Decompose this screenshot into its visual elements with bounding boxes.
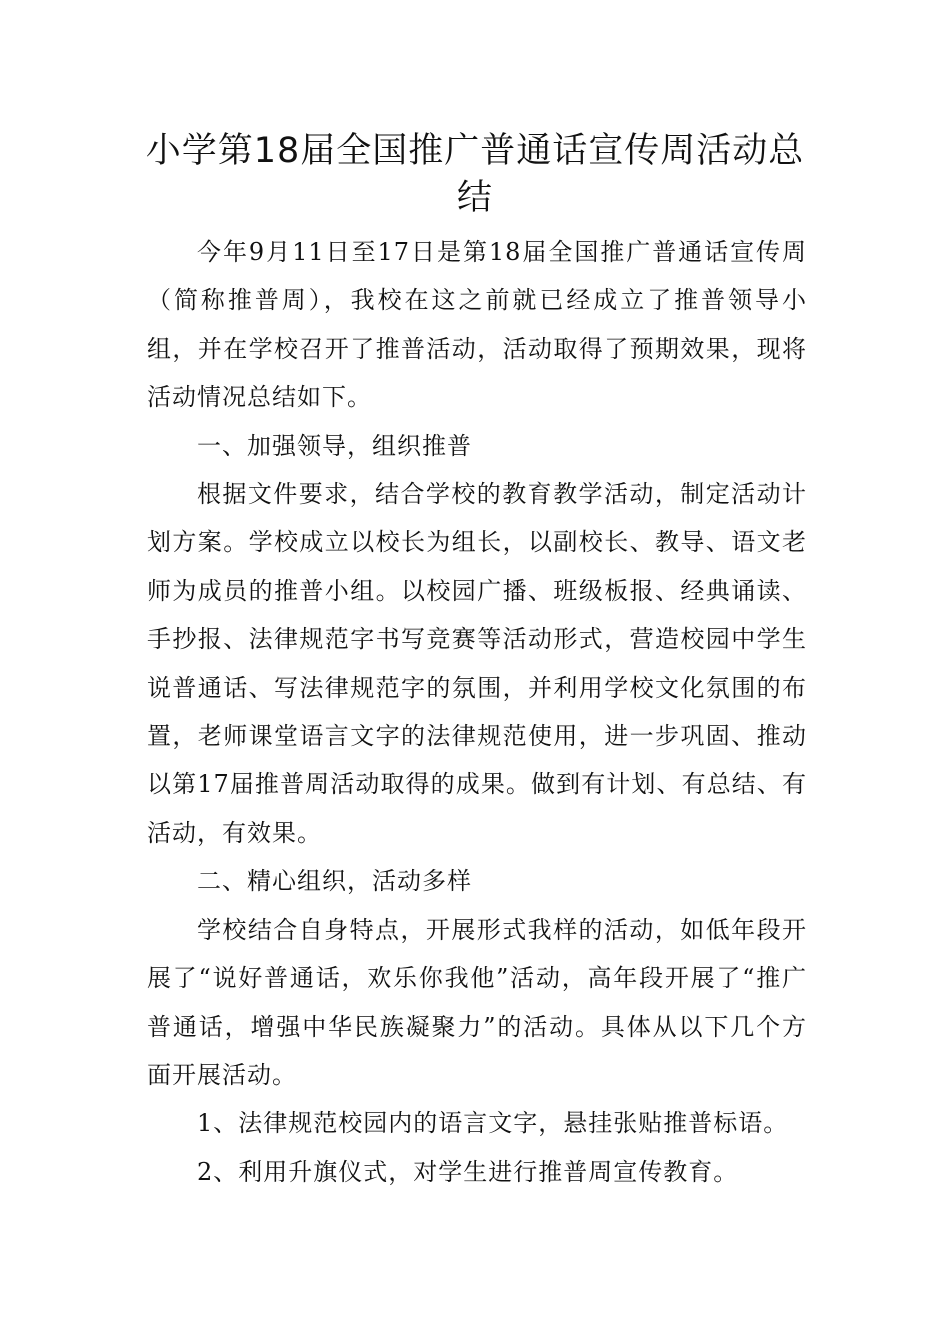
list-item-2: 2、利用升旗仪式，对学生进行推普周宣传教育。 [197, 1157, 739, 1186]
list-item-1: 1、法律规范校园内的语言文字，悬挂张贴推普标语。 [197, 1109, 789, 1138]
document-body [147, 228, 807, 1196]
section-1-paragraph: 根据文件要求，结合学校的教育教学活动，制定活动计划方案。学校成立以校长为组长，以副校长、教导、语文老师为成员的推普小组。以校园广播、班级板报、经典诵读、手抄报、法律规范字书写竞赛等活动形式，营造校园中学生说普通话、写法律规范字的氛围，并利用学校文化氛围的布置，老师课堂语言文字的法律规范使用，进一步巩固、推动以第17届推普周活动取得的成果。做到有计划、有总结、有活动，有效果。 [147, 480, 807, 847]
section-heading-2: 二、精心组织，活动多样 [197, 867, 472, 896]
section-heading-1: 一、加强领导，组织推普 [197, 431, 472, 460]
document-title: 小学第18届全国推广普通话宣传周活动总结 [145, 131, 805, 218]
section-2-paragraph: 学校结合自身特点，开展形式我样的活动，如低年段开展了“说好普通话，欢乐你我他”活动，高年段开展了“推广普通话，增强中华民族凝聚力”的活动。具体从以下几个方面开展活动。 [147, 915, 807, 1089]
intro-paragraph: 今年9月11日至17日是第18届全国推广普通话宣传周（简称推普周），我校在这之前就已经成立了推普领导小组，并在学校召开了推普活动，活动取得了预期效果，现将活动情况总结如下。 [147, 238, 807, 412]
